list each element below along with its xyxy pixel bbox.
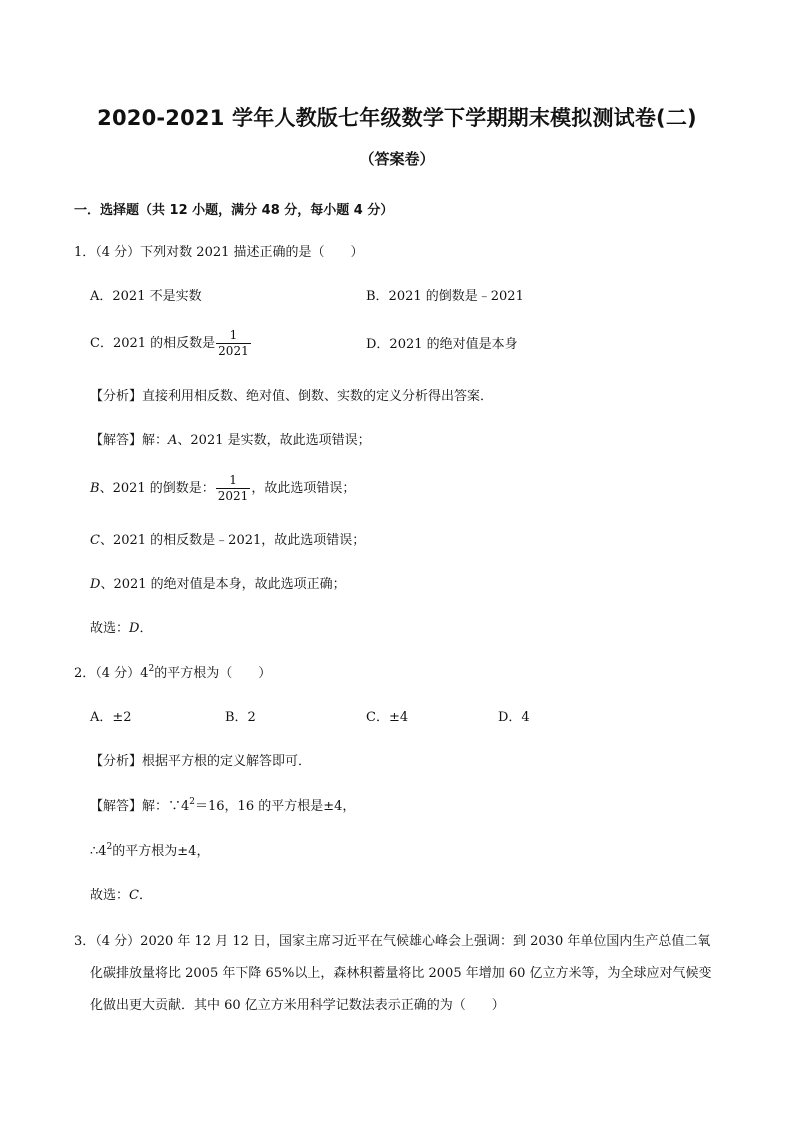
q2-option-c: C．±4 — [366, 710, 409, 725]
question-3-line-3: 化做出更大贡献．其中 60 亿立方米用科学记数法表示正确的为（ ） — [90, 998, 505, 1013]
question-1-stem: 1．（4 分）下列对数 2021 描述正确的是（ ） — [74, 245, 364, 260]
q1-sol-d-text: 、2021 的绝对值是本身，故此选项正确； — [100, 577, 346, 592]
q2-therefore-suffix: 的平方根为±4， — [112, 844, 210, 859]
q2-choose-answer: C — [129, 888, 139, 903]
q2-analysis: 【分析】根据平方根的定义解答即可． — [90, 754, 312, 769]
q2-stem-prefix: 2．（4 分）4 — [74, 666, 149, 681]
q2-choose-end: ． — [138, 888, 152, 903]
question-3-line-2: 化碳排放量将比 2005 年下降 65%以上，森林积蓄量将比 2005 年增加 60 亿立方米等，为全球应对气候变 — [90, 966, 712, 981]
q1-choose — [90, 619, 152, 639]
q1-choose-answer: D — [129, 621, 140, 636]
q1-option-a: A．2021 不是实数 — [90, 289, 202, 304]
q2-choose — [90, 886, 152, 906]
q1-solution-c — [90, 531, 365, 551]
q1-analysis: 【分析】直接利用相反数、绝对值、倒数、实数的定义分析得出答案． — [90, 389, 494, 404]
q1-solution-d — [90, 575, 346, 595]
q2-solution — [90, 797, 355, 817]
page-title: 2020-2021 学年人教版七年级数学下学期期末模拟测试卷(二) — [97, 106, 697, 130]
page-subtitle: （答案卷） — [359, 150, 435, 168]
q2-therefore-exponent: 2 — [106, 842, 113, 852]
fraction-denominator: 2021 — [217, 489, 249, 503]
q1-solution-b — [90, 473, 355, 504]
q1-sol-b-text: 、2021 的倒数是： — [99, 481, 215, 496]
q1-option-b: B．2021 的倒数是﹣2021 — [366, 289, 524, 304]
q1-sol-d-letter: D — [90, 577, 101, 592]
q2-stem-exponent: 2 — [148, 664, 155, 674]
fraction-numerator: 1 — [216, 328, 251, 344]
q2-option-b: B．2 — [225, 710, 256, 725]
q1-option-d: D．2021 的绝对值是本身 — [366, 337, 518, 352]
fraction-denominator: 2021 — [218, 344, 249, 358]
q1-sol-b-fraction — [216, 473, 251, 504]
q1-solution-a — [90, 431, 371, 451]
q2-therefore-prefix: ∴4 — [90, 844, 107, 859]
fraction-numerator: 1 — [216, 473, 251, 489]
q1-sol-a-letter: A — [168, 433, 178, 448]
q1-sol-b-tail: ，故此选项错误； — [251, 481, 356, 496]
q2-solution-suffix: ＝16，16 的平方根是±4， — [195, 799, 356, 814]
q2-choose-label: 故选： — [90, 888, 130, 903]
q1-sol-c-letter: C — [90, 533, 100, 548]
question-2-stem — [74, 664, 271, 684]
q1-option-c-fraction — [216, 328, 251, 359]
q1-choose-label: 故选： — [90, 621, 130, 636]
q2-option-d: D．4 — [498, 710, 530, 725]
q2-solution-exponent: 2 — [189, 797, 196, 807]
q1-sol-c-text: 、2021 的相反数是﹣2021，故此选项错误； — [99, 533, 366, 548]
q2-solution-prefix: 【解答】解：∵4 — [90, 799, 190, 814]
q1-option-c-prefix: C．2021 的相反数是 — [90, 336, 216, 351]
q2-option-a: A．±2 — [90, 710, 132, 725]
q1-option-c — [90, 328, 252, 359]
question-3-line-1: 3．（4 分）2020 年 12 月 12 日，国家主席习近平在气候雄心峰会上强调：到 2030 年单位国内生产总值二氧 — [74, 934, 711, 949]
q1-solution-label: 【解答】解： — [90, 433, 169, 448]
section-heading: 一．选择题（共 12 小题，满分 48 分，每小题 4 分） — [74, 203, 394, 218]
q2-stem-suffix: 的平方根为（ ） — [154, 666, 272, 681]
q2-therefore — [90, 842, 209, 862]
q1-choose-end: ． — [139, 621, 153, 636]
q1-sol-a-text: 、2021 是实数，故此选项错误； — [177, 433, 371, 448]
q1-sol-b-letter: B — [90, 481, 100, 496]
